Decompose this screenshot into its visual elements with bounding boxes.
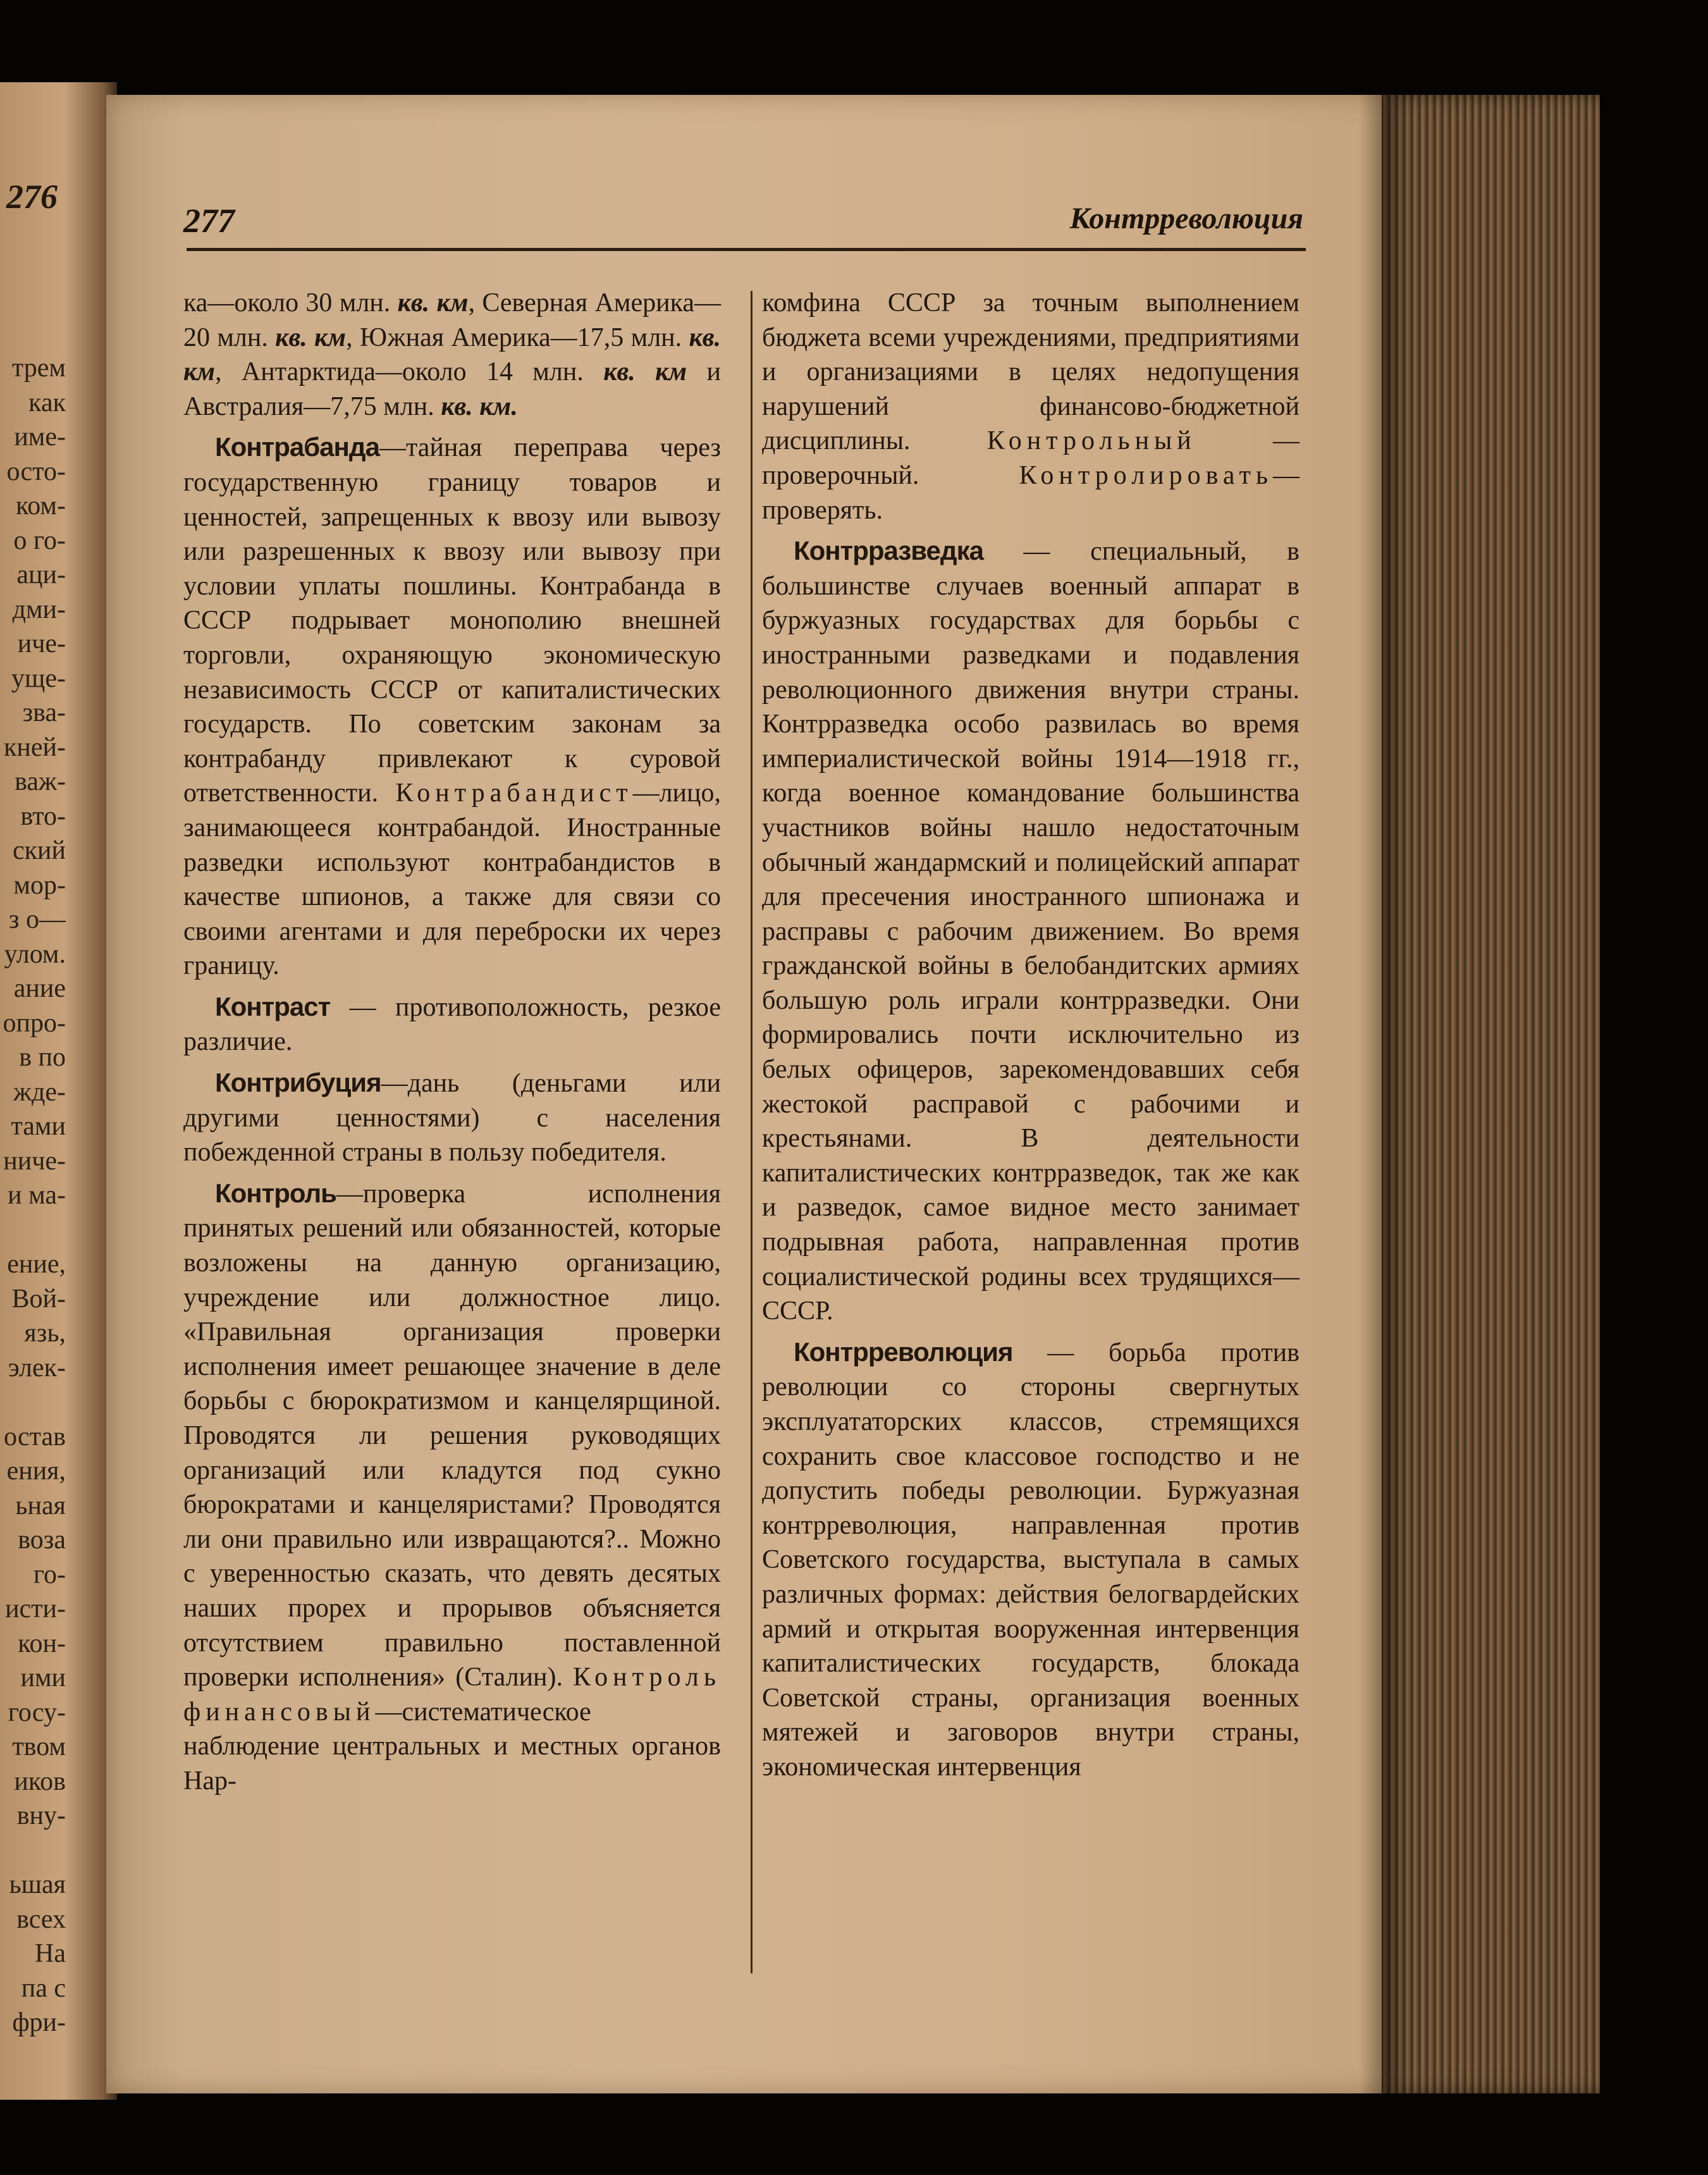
text-run: , Антарктида—около 14 млн. bbox=[215, 357, 604, 387]
previous-page-line: кон- bbox=[18, 1629, 66, 1658]
entry-headword: Контрабанда bbox=[215, 432, 379, 462]
previous-page-line: о го- bbox=[13, 526, 66, 555]
entry-kontrrevolyuciya bbox=[762, 1335, 1299, 1785]
previous-page-line: го- bbox=[33, 1560, 66, 1589]
previous-page bbox=[0, 82, 117, 2100]
previous-page-line bbox=[0, 1213, 66, 1248]
entry-text: — проверочный. bbox=[762, 426, 1299, 490]
entry-text: —проверка исполнения принятых решений или обязанностей, которые возложены на данную организацию, учреждение или должностное лицо. «Правильная организация проверки исполнения имеет решающее значение в деле борьбы с бюрократизмом и канцелярщиной. Проводятся ли решения руководящих организаций или кладутся под сукно бюрократами и канцеляристами? Проводятся ли они правильно или извращаются?.. Можно с уверенностью сказать, что девять десятых наших прорех и прорывов объясняется отсутствием правильно поставленной проверки исполнения» (Сталин). bbox=[183, 1179, 721, 1692]
previous-page-line: ание bbox=[13, 974, 66, 1003]
previous-page-line: твом bbox=[12, 1732, 66, 1761]
previous-page-line: На bbox=[35, 1939, 66, 1968]
previous-page-line: в по bbox=[19, 1043, 66, 1072]
previous-page-line: мор- bbox=[13, 870, 66, 900]
entry-text: —тайная переправа через государственную границу товаров и ценностей, запрещенных к ввозу или вывозу или разрешенных к ввозу или вывозу при условии уплаты пошлины. Контрабанда в СССР подрывает монополию внешней торговли, охраняющую экономическую независимость СССР от капиталистических государств. По советским законам за контрабанду привлекают к суровой ответственности. bbox=[183, 433, 721, 808]
left-column bbox=[183, 286, 721, 1799]
subentry-headword: Контрольный bbox=[986, 426, 1196, 456]
entry-headword: Контрразведка bbox=[794, 536, 983, 566]
entry-kontrol bbox=[183, 1176, 721, 1799]
previous-page-text-fragments bbox=[0, 351, 66, 2040]
paragraph-continents bbox=[183, 286, 721, 424]
right-column bbox=[762, 286, 1299, 1785]
previous-page-line: опро- bbox=[3, 1008, 66, 1038]
previous-page-line: ими bbox=[20, 1663, 66, 1692]
entry-text: —лицо, занимающееся контрабандой. Иностранные разведки используют контрабандистов в качестве шпионов, а также для связи со своими агентами и для переброски их через границу. bbox=[183, 779, 721, 981]
entry-text: — борьба против революции со стороны свергнутых эксплуататорских классов, стремящихся сохранить свое классовое господство и не допустить победы революции. Буржуазная контрреволюция, направленная против Советского государства, выступала в самых различных формах: действия белогвардейских армий и открытая вооруженная интервенция капиталистических государств, блокада Советской страны, организация военных мятежей и заговоров внутри страны, экономическая интервенция bbox=[762, 1338, 1299, 1782]
entry-kontribuciya bbox=[183, 1066, 721, 1170]
previous-page-line: улом. bbox=[4, 939, 66, 969]
previous-page-line: аци- bbox=[16, 560, 66, 589]
previous-page-line: язь, bbox=[24, 1319, 66, 1348]
previous-page-line: име- bbox=[14, 422, 66, 452]
column-divider bbox=[751, 291, 753, 1973]
entry-text: — специальный, в большинстве случаев военный аппарат в буржуазных государствах для борьбы с иностранными разведками и подавления революционного движения внутри страны. Контрразведка особо развилась во время империалистической войны 1914—1918 гг., когда военное командование большинства участников войны нашло недостаточным обычный жандармский и полицейский аппарат для пресечения иностранного шпионажа и расправы с рабочим движением. Во время гражданской войны в белобандитских армиях большую роль играли контрразведки. Они формировались почти исключительно из белых офицеров, зарекомендовавших себя жестокой расправой с рабочими и крестьянами. В деятельности капиталистических контрразведок, так же как и разведок, самое видное место занимает подрывная работа, направленная против социалистической родины всех трудящихся—СССР. bbox=[762, 537, 1299, 1326]
previous-page-line: па с bbox=[21, 1973, 66, 2003]
text-run: и Австралия—7,75 млн. bbox=[183, 357, 721, 421]
previous-page-line: кней- bbox=[4, 732, 66, 762]
entry-text: — противоположность, резкое различие. bbox=[183, 992, 721, 1057]
previous-page-line: ьшая bbox=[9, 1870, 66, 1899]
entry-kontrast bbox=[183, 990, 721, 1059]
previous-page-line: госу- bbox=[8, 1697, 66, 1727]
previous-page-line: ьная bbox=[15, 1491, 66, 1520]
header-rule bbox=[187, 248, 1306, 251]
previous-page-line: ский bbox=[13, 836, 66, 865]
subentry-headword: Контрабандист bbox=[395, 779, 633, 808]
running-head: Контрреволюция bbox=[1069, 202, 1303, 235]
previous-page-number: 276 bbox=[6, 178, 58, 216]
entry-headword: Контрибуция bbox=[215, 1068, 381, 1098]
previous-page-line: иче- bbox=[17, 629, 66, 658]
paragraph-continuation bbox=[762, 286, 1299, 527]
entry-text: комфина СССР за точным выполнением бюджета всеми учреждениями, предприятиями и организациями в целях недопущения нарушений финансово-бюджетной дисциплины. bbox=[762, 288, 1299, 456]
subentry-headword: Контролировать bbox=[1019, 460, 1273, 490]
unit: кв. км bbox=[275, 323, 347, 352]
previous-page-line: тами bbox=[11, 1112, 66, 1141]
text-run: , Южная Америка—17,5 млн. bbox=[346, 323, 689, 352]
previous-page-line: ение, bbox=[7, 1250, 66, 1279]
unit: кв. км bbox=[397, 288, 469, 317]
subentry-headword: Контроль финансовый bbox=[183, 1663, 721, 1727]
previous-page-line: Вой- bbox=[11, 1284, 66, 1314]
previous-page-line: остав bbox=[3, 1422, 66, 1451]
previous-page-line: з о— bbox=[8, 905, 66, 934]
previous-page-line: элек- bbox=[8, 1353, 66, 1383]
page-block-edges bbox=[1382, 95, 1600, 2093]
unit: кв. км bbox=[183, 323, 722, 387]
previous-page-line: вну- bbox=[16, 1801, 66, 1830]
previous-page-line: осто- bbox=[6, 457, 66, 486]
previous-page-line: исти- bbox=[5, 1594, 66, 1624]
previous-page-line: уще- bbox=[11, 663, 66, 693]
previous-page-line: вто- bbox=[20, 801, 66, 831]
previous-page-line: ниче- bbox=[3, 1146, 66, 1176]
previous-page-line: ения, bbox=[6, 1457, 66, 1486]
entry-text: —систематическое наблюдение центральных и местных органов Нар- bbox=[183, 1697, 721, 1796]
previous-page-line: фри- bbox=[12, 2008, 66, 2037]
entry-headword: Контроль bbox=[215, 1178, 336, 1208]
previous-page-line: дми- bbox=[12, 595, 66, 624]
previous-page-line: всех bbox=[16, 1904, 66, 1934]
previous-page-line bbox=[0, 1385, 66, 1420]
previous-page-line: жде- bbox=[13, 1077, 66, 1107]
entry-text: —проверять. bbox=[762, 460, 1299, 525]
previous-page-line: воза bbox=[18, 1525, 66, 1555]
page-number: 277 bbox=[183, 202, 235, 240]
text-run: , Северная Америка—20 млн. bbox=[183, 288, 721, 352]
previous-page-line bbox=[0, 1833, 66, 1868]
unit: кв. км. bbox=[441, 391, 518, 421]
previous-page-line: зва- bbox=[22, 698, 66, 727]
entry-text: —дань (деньгами или другими ценностями) с населения побежденной страны в пользу победителя. bbox=[183, 1069, 721, 1168]
entry-kontrabanda bbox=[183, 430, 721, 983]
text-run: ка—около 30 млн. bbox=[183, 288, 398, 317]
previous-page-line: важ- bbox=[15, 767, 66, 796]
previous-page-line: трем bbox=[11, 354, 66, 383]
entry-kontrrazvedka bbox=[762, 534, 1299, 1329]
previous-page-line: иков bbox=[14, 1766, 66, 1796]
unit: кв. км bbox=[603, 357, 687, 387]
previous-page-line: как bbox=[28, 388, 66, 417]
entry-headword: Контрреволюция bbox=[794, 1336, 1013, 1367]
previous-page-line: и ма- bbox=[8, 1181, 66, 1210]
entry-headword: Контраст bbox=[215, 991, 331, 1021]
previous-page-line: ком- bbox=[15, 491, 66, 521]
